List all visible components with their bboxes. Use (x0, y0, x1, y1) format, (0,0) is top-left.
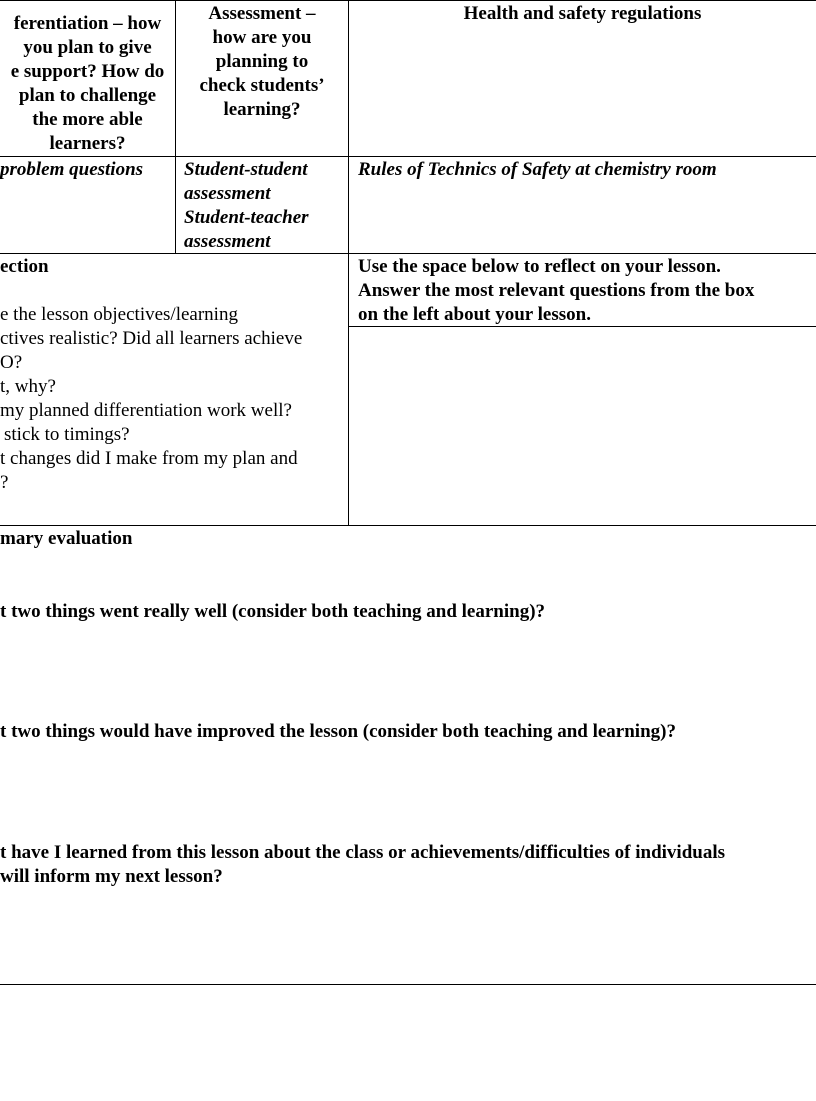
reflection-row-divider (0, 525, 816, 526)
table-top-border (0, 0, 816, 1)
content-row-divider (0, 253, 816, 254)
health-safety-header: Health and safety regulations (463, 3, 702, 24)
assessment-cell: Student-student assessment Student-teacher assessment (184, 159, 309, 252)
differentiation-cell: problem questions (0, 159, 144, 180)
column-divider-2 (348, 0, 349, 526)
reflection-title: ection (0, 256, 49, 277)
reflection-instruction: Use the space below to reflect on your lesson. Answer the most relevant questions from the box on the left about your lesson. (358, 256, 755, 325)
summary-question-1: t two things went really well (consider both teaching and learning)? (0, 601, 546, 622)
summary-bottom-border (0, 984, 816, 985)
health-safety-cell: Rules of Technics of Safety at chemistry room (358, 159, 717, 180)
differentiation-header: ferentiation – how you plan to give e support? How do plan to challenge the more able learners? (10, 13, 165, 154)
summary-question-2: t two things would have improved the lesson (consider both teaching and learning)? (0, 721, 676, 742)
assessment-header: Assessment – how are you planning to check students’ learning? (199, 3, 325, 120)
summary-title: mary evaluation (0, 528, 133, 549)
reflection-questions: e the lesson objectives/learning ctives realistic? Did all learners achieve O? t, why? my planned differentiation work well? stick to timings? t changes did I make from my plan and ? (0, 304, 303, 493)
header-row-divider (0, 156, 816, 157)
summary-question-3: t have I learned from this lesson about the class or achievements/difficulties of individuals will inform my next lesson? (0, 842, 726, 887)
